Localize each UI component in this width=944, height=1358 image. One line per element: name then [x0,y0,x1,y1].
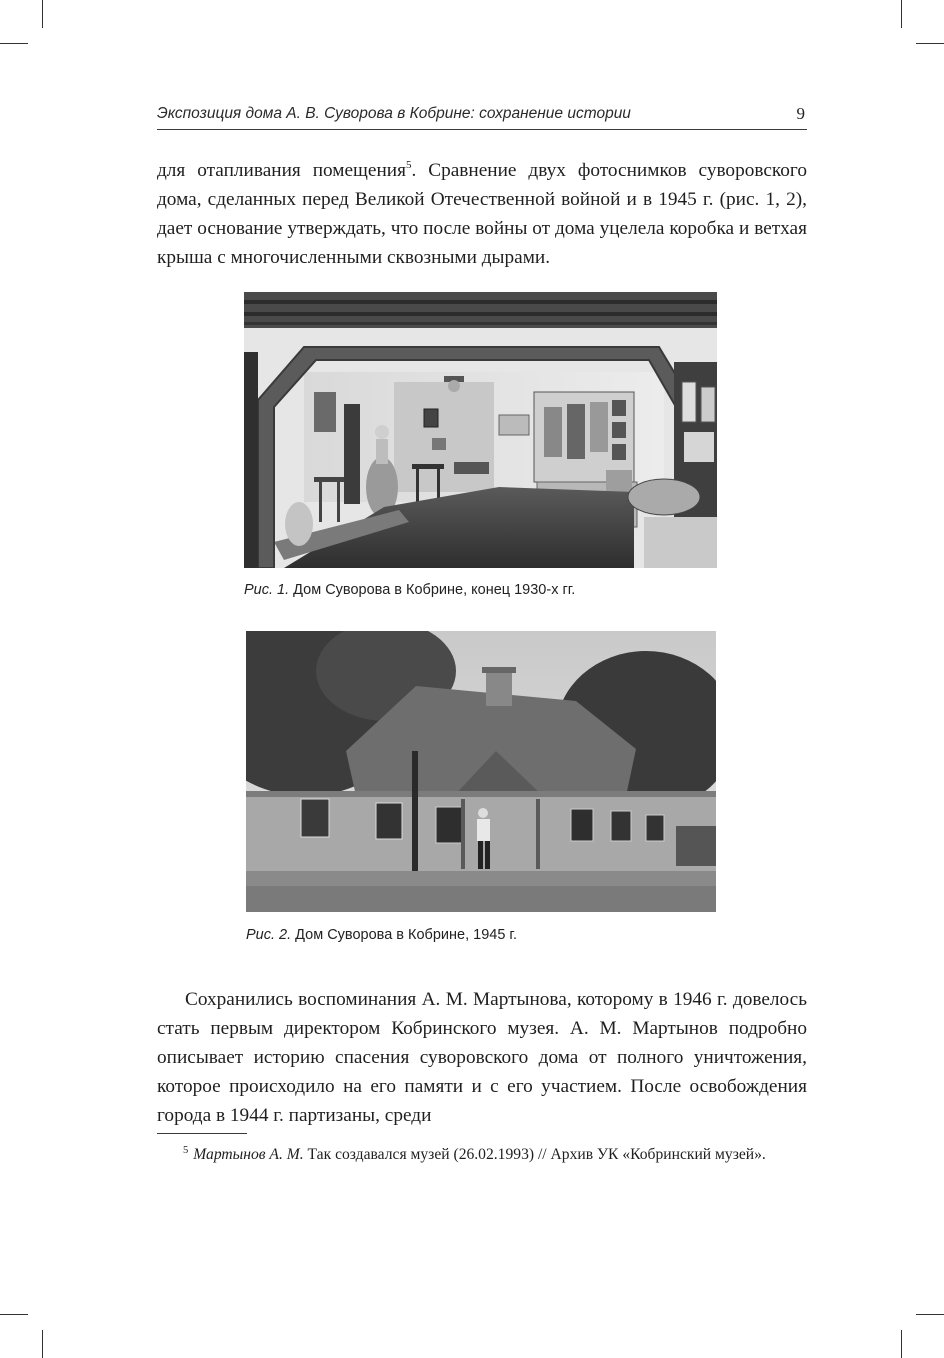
footnote-text: Так создавался музей (26.02.1993) // Архив УК «Кобринский музей». [303,1146,766,1163]
crop-mark [916,43,944,44]
paragraph-text: для отапливания помещения [157,160,406,181]
crop-mark [901,0,902,28]
footnote-number: 5 [183,1145,189,1156]
caption-label: Рис. 1. [244,582,290,598]
running-title: Экспозиция дома А. В. Суворова в Кобрине: сохранение истории [157,105,631,122]
crop-mark [0,1314,28,1315]
footnote-rule [157,1133,247,1134]
crop-mark [0,43,28,44]
crop-mark [42,1330,43,1358]
crop-mark [916,1314,944,1315]
footnote-author: Мартынов А. М. [193,1146,304,1163]
footnote-ref: 5 [405,158,412,171]
paragraph-text: . Сравнение двух фотоснимков суворовского дома, сделанных перед Великой Отечественной войной и в 1945 г. (рис. 1, 2), дает основание утверждать, что после войны от дома уцелела коробка и ветхая крыша с многочисленными сквозными дырами. [157,160,807,268]
figure-2-caption [246,927,517,943]
page-number: 9 [796,104,805,123]
caption-text: Дом Суворова в Кобрине, 1945 г. [291,927,517,943]
footnote [157,1138,807,1167]
caption-label: Рис. 2. [246,927,292,943]
caption-text: Дом Суворова в Кобрине, конец 1930-х гг. [289,582,576,598]
museum-interior-image [244,292,717,568]
figure-1-photo [244,292,717,568]
running-head [157,102,807,128]
header-rule [157,129,807,130]
paragraph-text: Сохранились воспоминания А. М. Мартынова, которому в 1946 г. довелось стать первым директором Кобринского музея. А. М. Мартынов подробно описывает историю спасения суворовского дома от полного уничтожения, которое происходило на его памяти и с его участием. После освобождения города в 1944 г. партизаны, среди [157,989,807,1126]
house-exterior-image [246,631,716,912]
crop-mark [901,1330,902,1358]
body-paragraph-2 [157,985,807,1130]
crop-mark [42,0,43,28]
figure-1-caption [244,582,575,598]
figure-2-photo [246,631,716,912]
body-paragraph-1 [157,156,807,272]
